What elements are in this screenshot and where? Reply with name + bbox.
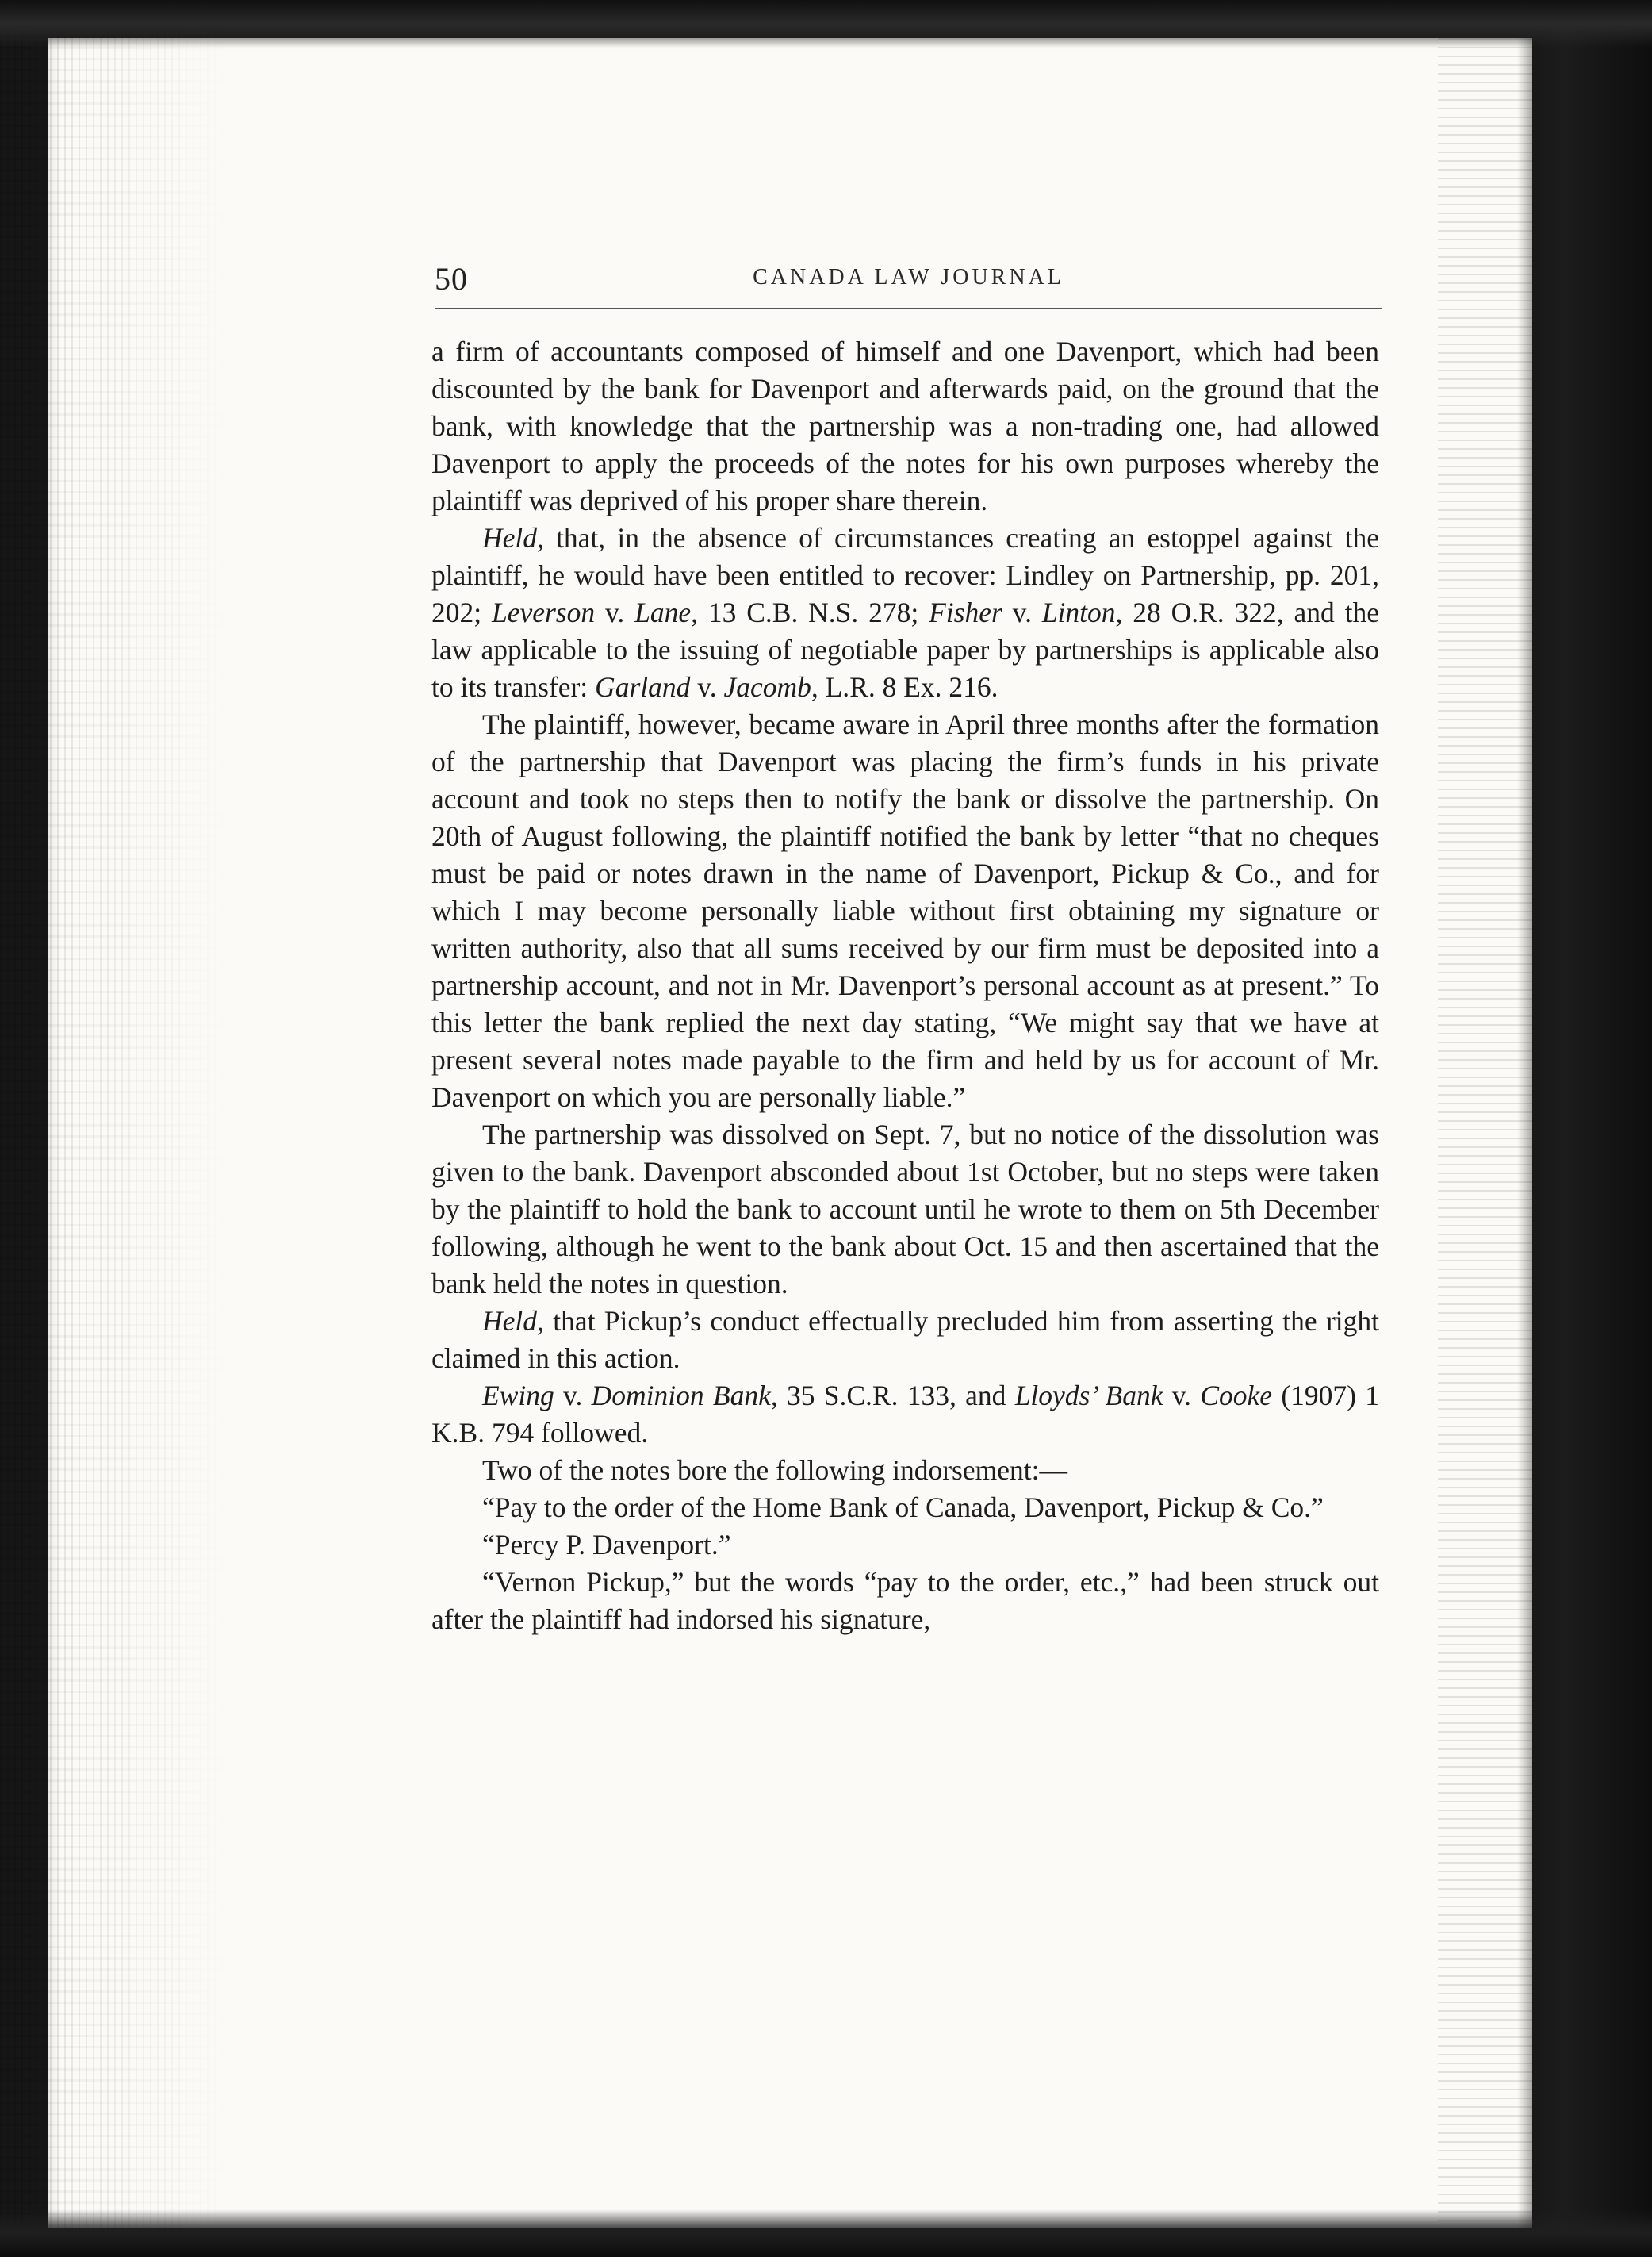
italic-text: Cooke bbox=[1200, 1380, 1273, 1411]
italic-text: Lloyds’ Bank bbox=[1014, 1380, 1163, 1411]
text-run: that Pickup’s conduct effectually precluded him from asserting the right claimed in this action. bbox=[431, 1305, 1379, 1374]
text-run: v. bbox=[595, 597, 635, 628]
text-run: 28 O.R. 322, and the law applicable to the issuing of negotiable paper by partnerships is applicable also to its transfer: bbox=[431, 597, 1379, 703]
binding-shadow-left bbox=[0, 24, 230, 2237]
italic-text: Leverson bbox=[491, 597, 596, 628]
text-run: Two of the notes bore the following indorsement:— bbox=[482, 1454, 1067, 1486]
header-rule bbox=[435, 308, 1382, 309]
text-run: L.R. 8 Ex. 216. bbox=[818, 671, 998, 703]
page-number: 50 bbox=[435, 261, 468, 297]
italic-text: Fisher bbox=[929, 597, 1002, 628]
paragraph bbox=[431, 333, 1379, 520]
italic-text: Held, bbox=[482, 1305, 544, 1337]
scanner-edge-bottom bbox=[0, 2209, 1652, 2257]
text-run: v. bbox=[1002, 597, 1042, 628]
text-run: 13 C.B. N.S. 278; bbox=[698, 597, 929, 628]
text-run: a firm of accountants composed of himself and one Davenport, which had been discounted by the bank for Davenport and afterwards paid, on the ground that the bank, with knowledge that the partnership was a non-trading one, had allowed Davenport to apply the proceeds of the notes for his own purposes whereby the plaintiff was deprived of his proper share therein. bbox=[431, 336, 1379, 516]
italic-text: Linton, bbox=[1041, 597, 1123, 628]
paragraph bbox=[431, 706, 1379, 1116]
text-run: that, in the absence of circumstances creating an estoppel against the plaintiff, he would have been entitled to recover: Lindley on Partnership, pp. 201, 202; bbox=[431, 522, 1379, 628]
text-run: The partnership was dissolved on Sept. 7, but no notice of the dissolution was given to the bank. Davenport absconded about 1st October, but no steps were taken by the plaintiff to hold the bank to account until he wrote to them on 5th December following, although he went to the bank about Oct. 15 and then ascertained that the bank held the notes in question. bbox=[431, 1119, 1379, 1299]
running-head: CANADA LAW JOURNAL bbox=[753, 265, 1064, 290]
scanner-edge-top bbox=[0, 0, 1652, 48]
paragraph bbox=[431, 1526, 1379, 1564]
italic-text: Lane, bbox=[634, 597, 699, 628]
paragraph bbox=[431, 1489, 1379, 1526]
italic-text: Ewing bbox=[482, 1380, 554, 1411]
text-run: v. bbox=[1163, 1380, 1201, 1411]
italic-text: Held, bbox=[482, 522, 544, 554]
paragraph bbox=[431, 1452, 1379, 1489]
text-run: The plaintiff, however, became aware in April three months after the formation of the partnership that Davenport was placing the firm’s funds in his private account and took no steps then to notify the bank or dissolve the partnership. On 20th of August following, the plaintiff notified the bank by letter “that no cheques must be paid or notes drawn in the name of Davenport, Pickup & Co., and for which I may become personally liable without first obtaining my signature or written authority, also that all sums received by our firm must be deposited into a partnership account, and not in Mr. Davenport’s personal account as at present.” To this letter the bank replied the next day stating, “We might say that we have at present several notes made payable to the firm and held by us for account of Mr. Davenport on which you are personally liable.” bbox=[431, 708, 1379, 1113]
text-run: v. bbox=[690, 671, 724, 703]
text-run: 35 S.C.R. 133, and bbox=[777, 1380, 1015, 1411]
text-run: v. bbox=[554, 1380, 592, 1411]
text-run: (1907) 1 K.B. 794 followed. bbox=[431, 1380, 1379, 1449]
text-run: “Percy P. Davenport.” bbox=[482, 1529, 731, 1560]
paragraph bbox=[431, 1377, 1379, 1452]
body-text bbox=[431, 333, 1379, 1638]
italic-text: Dominion Bank, bbox=[591, 1380, 778, 1411]
scanner-edge-right bbox=[1517, 0, 1652, 2257]
paragraph bbox=[431, 1564, 1379, 1638]
text-run: “Pay to the order of the Home Bank of Canada, Davenport, Pickup & Co.” bbox=[482, 1491, 1324, 1523]
italic-text: Garland bbox=[595, 671, 691, 703]
italic-text: Jacomb, bbox=[723, 671, 818, 703]
text-run: “Vernon Pickup,” but the words “pay to the order, etc.,” had been struck out after the plaintiff had indorsed his signature, bbox=[431, 1566, 1379, 1635]
paragraph bbox=[431, 520, 1379, 706]
page-header bbox=[435, 260, 1382, 308]
paragraph bbox=[431, 1116, 1379, 1303]
paragraph bbox=[431, 1303, 1379, 1377]
